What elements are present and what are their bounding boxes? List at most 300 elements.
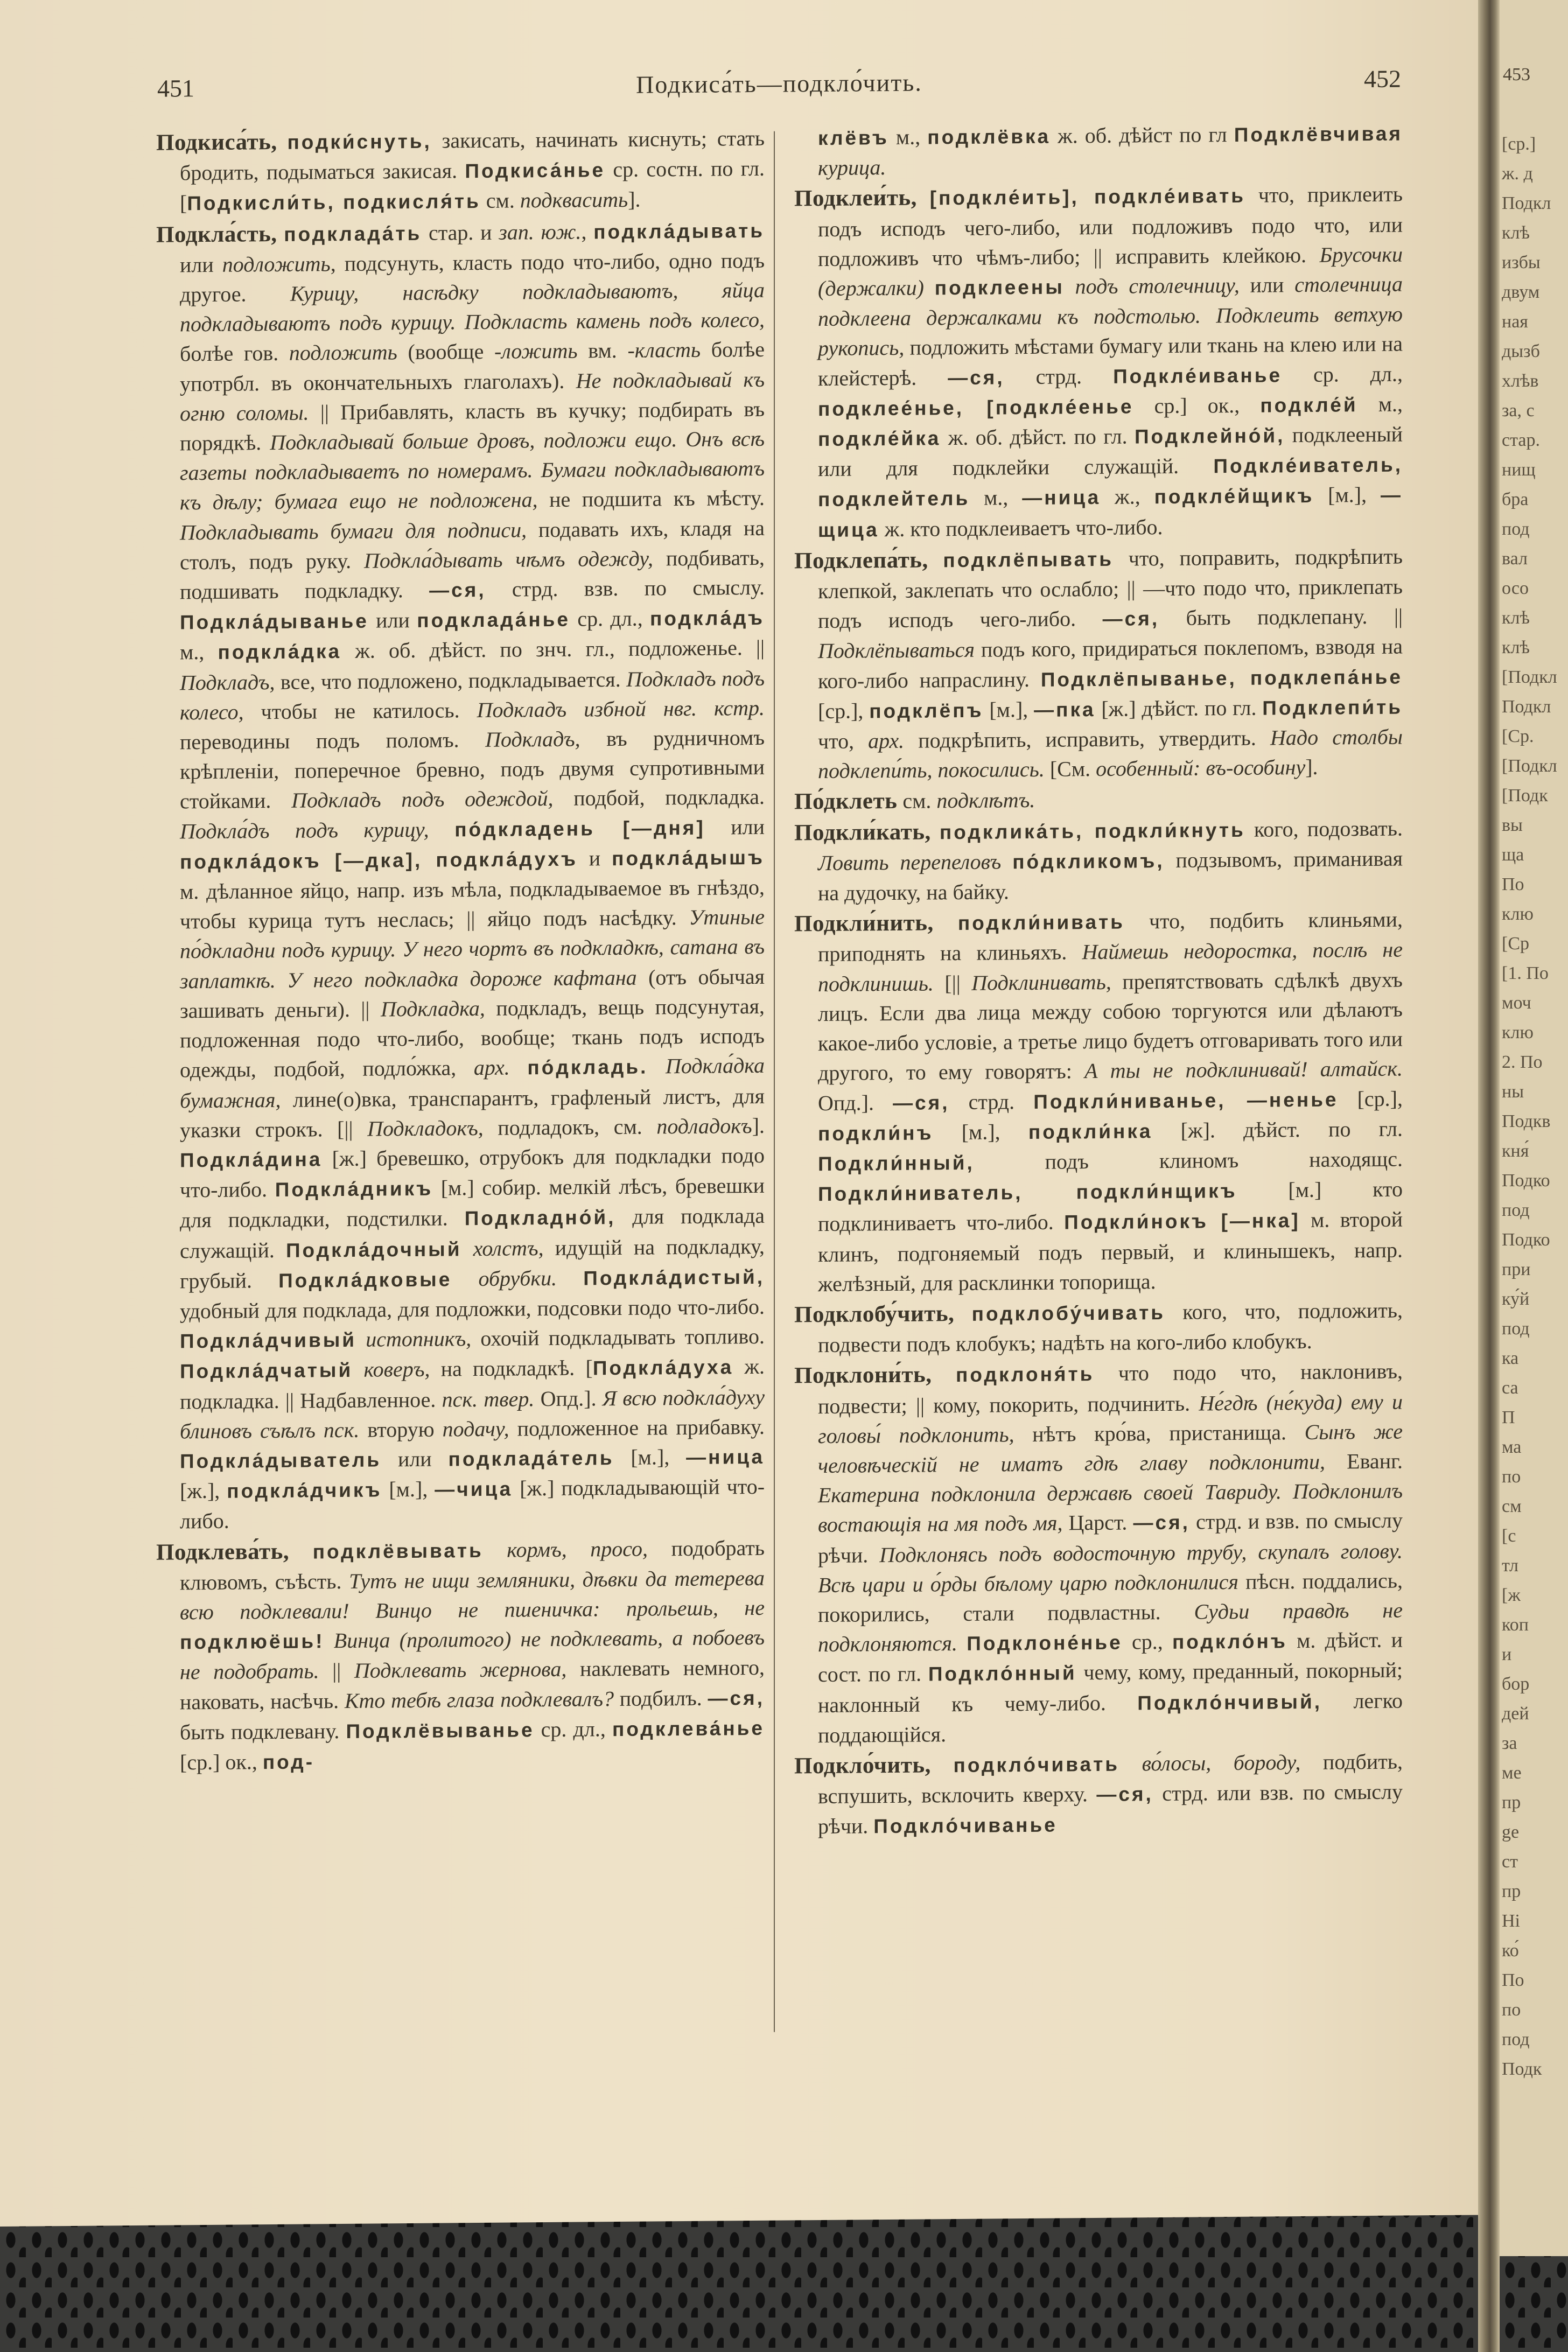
bold-term: —ся, xyxy=(893,1091,950,1114)
italic-example: А ты не подклинивай! алтайск. xyxy=(1084,1056,1403,1083)
page-number-left: 451 xyxy=(157,74,194,102)
bold-term: Подкла́дистый, xyxy=(583,1265,765,1290)
definition-text: м., xyxy=(180,640,218,664)
bold-term: —ся, xyxy=(708,1686,765,1710)
definition-text: подкрѣпить, исправить, утвердить. xyxy=(904,725,1270,753)
bold-term: подклюёшь! xyxy=(180,1630,325,1654)
definition-text: ср., xyxy=(1122,1629,1172,1654)
definition-text: [ж.] подкладывающій что-либо. xyxy=(180,1474,765,1534)
next-page-line-fragment: за, с xyxy=(1502,401,1535,421)
italic-example: Подкла́дъ подъ курицу, xyxy=(180,817,429,844)
next-page-line-fragment: Подко xyxy=(1502,1230,1550,1250)
bold-term: подкле́йщикъ xyxy=(1154,485,1314,508)
bold-term: подкло́нъ xyxy=(1172,1630,1287,1654)
italic-example: Утиные по́дкладни подъ курицу. У него чортъ въ подкладкѣ, сатана въ заплаткѣ. У него подкладка дороже кафтана xyxy=(180,905,765,993)
definition-text: ]. xyxy=(628,187,641,212)
definition-text: м., xyxy=(888,124,928,150)
italic-example: Наймешь недоростка, послѣ не подклинишь. xyxy=(818,937,1403,996)
definition-text: Опд.]. xyxy=(534,1385,603,1411)
bold-term: Подкла́дина xyxy=(180,1148,323,1172)
definition-text: быть подклепану. || xyxy=(1159,604,1403,631)
bold-term: подкла́дъ xyxy=(650,607,765,630)
entry-headword: Подкиса́ть, xyxy=(156,129,277,156)
bold-term: Подкли́ниванье, —ненье xyxy=(1033,1088,1339,1113)
bold-term: подклее́нье, [подкле́енье xyxy=(818,395,1134,420)
bold-term: Подкла́дчивый xyxy=(180,1328,357,1353)
dictionary-entry xyxy=(794,782,1403,817)
next-page-line-fragment: По xyxy=(1502,1970,1524,1990)
definition-text: ]. xyxy=(752,1113,765,1138)
definition-text: [м.] кто подклиниваетъ что-либо. xyxy=(818,1177,1403,1236)
definition-text: [м.], xyxy=(382,1476,435,1502)
definition-text xyxy=(1065,274,1075,298)
bold-term: подклобу́чивать xyxy=(971,1301,1166,1325)
bold-term: Подкли́ниватель, подкли́нщикъ xyxy=(818,1180,1237,1206)
definition-text: пѣсн. поддались, покорились, стали подвластны. xyxy=(818,1568,1403,1627)
next-page-line-fragment: [1. По xyxy=(1502,963,1549,983)
next-page-line-fragment: Подко xyxy=(1502,1171,1550,1191)
definition-text: ]. xyxy=(1305,755,1318,780)
italic-example: Подкла́дка бумажная, xyxy=(180,1053,765,1112)
next-page-line-fragment: Подк xyxy=(1502,2059,1542,2079)
next-page-line-fragment: ны xyxy=(1502,1082,1524,1102)
definition-text: подкладъ, вещь подсунутая, подложенная подо что-либо, вообще; ткань подъ исподъ одежды, подбой, подло́жка, xyxy=(180,993,765,1082)
definition-text xyxy=(429,817,455,841)
bold-term: подкле́йка xyxy=(818,427,941,451)
italic-example: Подкладъ, xyxy=(485,726,580,752)
entry-headword: По́дклеть xyxy=(794,788,898,815)
definition-text: что, подбить клиньями, приподнять на клиньяхъ. xyxy=(818,907,1403,967)
definition-text xyxy=(353,1357,363,1382)
bold-term: подклика́ть, подкли́кнуть xyxy=(939,818,1245,843)
next-page-line-fragment: клѣ xyxy=(1502,608,1530,628)
definition-text: || Прибавлять, класть въ кучку; подбирать въ порядкѣ. xyxy=(180,396,765,456)
next-page-line-fragment: ку́й xyxy=(1502,1289,1530,1309)
left-column xyxy=(156,123,765,1779)
italic-example: Сынъ же человѣческій не иматъ гдѣ главу подклонити, xyxy=(818,1419,1403,1478)
bold-term: подклёвывать xyxy=(312,1539,484,1563)
bold-term: по́дкликомъ, xyxy=(1012,849,1165,873)
next-page-line-fragment: бра xyxy=(1502,489,1529,509)
definition-text: стрд. xyxy=(949,1089,1034,1114)
bold-term: клёвъ xyxy=(818,127,889,150)
definition-text: [|| xyxy=(933,970,972,996)
book-gutter xyxy=(1478,0,1500,2352)
next-page-line-fragment: при xyxy=(1502,1259,1531,1279)
definition-text: въ рудничномъ крѣпленіи, поперечное бревно, подъ двумя супротивными стойками. xyxy=(180,725,765,814)
italic-example: -ложить xyxy=(494,338,578,364)
next-page-line-fragment: 2. По xyxy=(1502,1052,1543,1072)
definition-text: Еванг. xyxy=(1325,1448,1403,1474)
italic-example: Курицу, насѣдку подкладываютъ, яйца подкладываютъ подъ курицу. Подкласть камень подъ колесо, xyxy=(180,277,765,337)
bold-term: подклоня́ть xyxy=(956,1363,1095,1387)
next-page-line-fragment: двум xyxy=(1502,282,1540,302)
entry-headword: Подкли́кать, xyxy=(794,819,931,846)
definition-text: вм. xyxy=(577,338,628,363)
next-page-line-fragment: за xyxy=(1502,1733,1517,1753)
right-column xyxy=(794,118,1403,1843)
bold-term: Подкли́нный, xyxy=(818,1151,975,1175)
definition-text: идущій на подкладку, грубый. xyxy=(180,1234,765,1293)
definition-text: [См. xyxy=(1044,757,1096,782)
dictionary-entry xyxy=(794,179,1403,545)
definition-text: м. дѣйст. и сост. по гл. xyxy=(818,1627,1403,1687)
bold-term: Подклёвчивая xyxy=(1234,122,1403,146)
dictionary-entry xyxy=(794,1747,1403,1842)
next-page-line-fragment: Подкв xyxy=(1502,1111,1551,1131)
page-number-right: 452 xyxy=(1364,65,1401,93)
definition-text: ср. дл., xyxy=(534,1716,612,1741)
definition-text: болѣе гов. xyxy=(180,341,289,366)
bold-term: Подклёвыванье xyxy=(346,1718,535,1742)
bold-term: —ница xyxy=(1022,486,1101,509)
definition-text: подъ клиномъ находящс. xyxy=(974,1146,1403,1174)
definition-text: подбить, вспушить, всклочить кверху. xyxy=(818,1749,1403,1809)
definition-text: Царст. xyxy=(1062,1510,1133,1535)
definition-text: кого, что, подложить, подвести подъ клобукъ; надѣть на кого-либо клобукъ. xyxy=(818,1298,1403,1357)
bold-term: Подкло́нный xyxy=(928,1662,1077,1685)
next-page-line-fragment: Подкл xyxy=(1502,193,1551,213)
bold-term: —ся, xyxy=(1096,1783,1153,1806)
italic-example: зап. юж. xyxy=(499,219,582,244)
italic-example: Подкладка, xyxy=(380,996,485,1021)
next-page-line-fragment: П xyxy=(1502,1408,1515,1427)
definition-text: ж., xyxy=(1101,484,1154,509)
definition-text: или xyxy=(1239,272,1295,297)
definition-text: , xyxy=(581,219,594,244)
italic-example: подквасить xyxy=(520,187,628,213)
italic-example: Подкладъ избной нвг. кстр. xyxy=(477,695,765,722)
definition-text: подбилъ. xyxy=(613,1685,708,1711)
next-page-line-fragment: ка xyxy=(1502,1348,1519,1368)
definition-text: удобный для подклада, для подложки, подсовки подо что-либо. xyxy=(180,1294,765,1324)
next-page-line-fragment: коп xyxy=(1502,1615,1529,1635)
bold-term: Подкла́дковые xyxy=(278,1268,452,1292)
next-page-line-fragment: бор xyxy=(1502,1674,1530,1694)
definition-text: м. второй клинъ, подгоняемый подъ первый, и клинышекъ, напр. желѣзный, для расклинки топорища. xyxy=(818,1207,1403,1296)
italic-example: Надо столбы подклепи́ть, покосились. xyxy=(818,724,1403,783)
next-page-line-fragment: [ж xyxy=(1502,1585,1521,1605)
page-number-next: 453 xyxy=(1503,65,1530,85)
italic-example: Подкладокъ, xyxy=(367,1115,484,1141)
bold-term: по́дкладь. xyxy=(527,1055,648,1079)
bold-term: подкла́дчикъ xyxy=(227,1479,382,1502)
next-page-line-fragment: са xyxy=(1502,1378,1518,1398)
running-header xyxy=(157,65,1401,112)
definition-text xyxy=(648,1054,666,1079)
definition-text xyxy=(356,1327,366,1352)
bold-term: Подкло́чиванье xyxy=(873,1814,1058,1838)
definition-text: быть подклевану. xyxy=(180,1718,346,1745)
italic-example: пск. твер. xyxy=(442,1386,535,1412)
definition-text: подзывомъ, приманивая на дудочку, на байку. xyxy=(818,846,1403,906)
definition-text: переводины подъ поломъ. xyxy=(180,727,486,754)
italic-example: Судьи правдѣ не подклоняются. xyxy=(818,1598,1403,1657)
bold-term: подклева́нье xyxy=(612,1717,765,1740)
definition-text: м., xyxy=(1357,391,1403,417)
definition-text: или xyxy=(180,252,222,277)
italic-example: курица. xyxy=(818,155,886,180)
next-page-line-fragment: вал xyxy=(1502,549,1528,569)
next-page-line-fragment: клѣ xyxy=(1502,638,1530,657)
definition-text: не подшита къ мѣсту. xyxy=(537,486,765,512)
next-page-line-fragment: [с xyxy=(1502,1526,1516,1546)
definition-text: [ж.] бревешко, отрубокъ для подкладки подо что-либо. xyxy=(180,1143,765,1202)
definition-text: м., xyxy=(970,485,1023,510)
next-page-line-fragment: избы xyxy=(1502,253,1541,272)
italic-example: арх. xyxy=(868,728,905,753)
bold-term: Подкли́нокъ [—нка] xyxy=(1064,1209,1300,1234)
next-page-fragment xyxy=(1500,0,1568,2256)
definition-text xyxy=(462,1236,473,1261)
definition-text: стар. и xyxy=(422,220,499,245)
definition-text: стрд. xyxy=(1004,363,1114,389)
bold-term: Подкладно́й, xyxy=(464,1206,616,1230)
bold-term: Подкле́иванье xyxy=(1113,363,1283,388)
dictionary-entry xyxy=(794,813,1403,908)
italic-example: Подкладывать бумаги для подписи, xyxy=(180,517,527,545)
definition-text xyxy=(1001,849,1012,873)
definition-text: на подкладкѣ. [ xyxy=(430,1355,593,1382)
definition-text: нѣтъ кро́ва, пристанища. xyxy=(1014,1419,1305,1446)
definition-text: наклевать немного, наковать, насѣчь. xyxy=(180,1655,765,1714)
definition-text: кого, подозвать. xyxy=(1245,816,1403,842)
dictionary-entry xyxy=(156,215,765,1536)
italic-example: особенный: въ-особину xyxy=(1096,755,1306,781)
definition-text xyxy=(1119,1751,1142,1775)
next-page-line-fragment: [ср.] xyxy=(1502,134,1536,154)
italic-example: подладокъ xyxy=(656,1113,752,1139)
next-page-line-fragment: см xyxy=(1502,1496,1522,1516)
definition-text: лине(о)вка, транспарантъ, графленый листъ, для указки строкъ. [|| xyxy=(180,1083,765,1143)
next-page-line-fragment: кня́ xyxy=(1502,1141,1529,1161)
bold-term: Подкла́дыванье xyxy=(180,610,369,634)
definition-text: см. xyxy=(902,788,937,814)
entry-headword: Подклева́ть, xyxy=(156,1538,290,1565)
next-page-line-fragment: пр xyxy=(1502,1793,1521,1812)
definition-text xyxy=(325,1628,334,1653)
italic-example: кормъ, просо, xyxy=(507,1536,648,1562)
next-page-line-fragment: под xyxy=(1502,1200,1530,1220)
definition-text xyxy=(484,1537,507,1562)
next-page-line-fragment: ge xyxy=(1502,1822,1520,1842)
definition-text: || xyxy=(319,1658,354,1683)
definition-text: или xyxy=(705,814,765,839)
next-page-line-fragment: хлѣв xyxy=(1502,371,1539,391)
definition-text: и xyxy=(577,845,612,871)
next-page-line-fragment: [Ср. xyxy=(1502,726,1534,746)
definition-text: [ж.] дѣйст. по гл. xyxy=(1095,695,1263,721)
bold-term: Подклоне́нье xyxy=(967,1631,1123,1655)
bold-term: подклёпывать xyxy=(943,548,1114,572)
next-page-line-fragment: Подкл xyxy=(1502,697,1551,717)
definition-text: что, поправить, подкрѣпить клепкой, заклепать что ослабло; || —что подо что, приклепать подъ исподъ чего-либо. xyxy=(818,544,1403,633)
definition-text xyxy=(924,275,935,299)
italic-example: коверъ, xyxy=(363,1357,430,1382)
definition-text xyxy=(452,1266,478,1291)
bold-term: Подкисли́ть, подкисля́ть xyxy=(187,190,481,215)
next-page-line-fragment: тл xyxy=(1502,1556,1518,1576)
entry-headword: Подклони́ть, xyxy=(794,1362,932,1389)
next-page-line-fragment: ная xyxy=(1502,312,1528,332)
next-page-line-fragment: клю xyxy=(1502,904,1534,924)
definition-text: [м.], xyxy=(1314,482,1381,508)
bold-term: подкли́нъ xyxy=(818,1122,934,1145)
definition-text: чтобы не катилось. xyxy=(243,697,477,724)
italic-example: Подкладъ, xyxy=(180,669,275,695)
bold-term: подкло́чивать xyxy=(953,1753,1119,1777)
definition-text xyxy=(510,1055,528,1080)
next-page-line-fragment: Ні xyxy=(1502,1911,1520,1931)
dictionary-entry xyxy=(794,905,1403,1299)
next-page-line-fragment: клю xyxy=(1502,1023,1534,1042)
bold-term: подкле́й xyxy=(1260,394,1358,417)
next-page-line-fragment: [Подкл xyxy=(1502,756,1557,776)
definition-text: препятствовать сдѣлкѣ двухъ лицъ. Если два лица между собою торгуются или дѣлаютъ какое-либо условіе, а третье лицо будетъ отговаривать того или другого, то ему говорятъ: xyxy=(818,967,1403,1086)
definition-text: ж. об. дѣйст. по знч. гл., подложенье. || xyxy=(341,635,765,663)
bold-term: подклёпъ xyxy=(869,699,984,723)
bold-term: Подклёпыванье, подклепа́нье xyxy=(1040,666,1403,691)
next-page-line-fragment: [Ср xyxy=(1502,934,1529,954)
bold-term: подкли́нка xyxy=(1028,1119,1153,1143)
next-page-line-fragment: ща xyxy=(1502,845,1524,865)
bold-term: подкла́дышъ xyxy=(612,846,765,870)
bold-term: —ся, xyxy=(948,366,1005,389)
definition-text: ж. подкладка. || Надбавленное. xyxy=(180,1354,765,1413)
bold-term: подкла́дка xyxy=(218,640,342,664)
italic-example: Тутъ не ищи земляники, дѣвки да тетерева всю подклевали! Винцо не пшеничка: прольешь, не xyxy=(180,1565,765,1625)
definition-text: ср.] ок., xyxy=(1133,393,1261,418)
bold-term: подклёвка xyxy=(927,125,1051,149)
italic-example: столечница подклеена держалками къ подстолью. Подклеить ветхую рукопись, xyxy=(818,271,1403,361)
dictionary-entry xyxy=(794,1295,1403,1360)
next-page-line-fragment: вы xyxy=(1502,815,1523,835)
definition-text: что, xyxy=(818,729,869,754)
next-page-line-fragment: осо xyxy=(1502,578,1529,598)
next-page-line-fragment: пр xyxy=(1502,1881,1521,1901)
next-page-line-fragment: ма xyxy=(1502,1437,1522,1457)
italic-example: подложить xyxy=(289,340,397,366)
bold-term: Подкиса́нье xyxy=(465,159,606,183)
definition-text: см. xyxy=(480,188,520,213)
bold-term: —щица xyxy=(818,484,1403,541)
next-page-line-fragment: ст xyxy=(1502,1852,1518,1872)
bold-term: [подкле́ить], подкле́ивать xyxy=(929,185,1245,209)
italic-example: Подклёпываться xyxy=(818,638,975,663)
column-divider xyxy=(774,131,775,2032)
next-page-line-fragment: ме xyxy=(1502,1763,1522,1783)
italic-example: Подкла́дывать чѣмъ одежду, xyxy=(364,546,653,573)
definition-text: подложить мѣстами бумагу или ткань на клею или на клейстерѣ. xyxy=(818,331,1403,390)
italic-example: Я всю подкла́духу блиновъ съѣлъ пск. xyxy=(180,1384,765,1444)
definition-text: ж. об. дѣйст. по гл. xyxy=(941,424,1135,450)
definition-text: , подсунуть, класть подо что-либо, одно подъ другое. xyxy=(180,248,765,307)
definition-text: что, приклеить подъ исподъ чего-либо, или подложивъ подо что, или подложивъ что чѣмъ-либо; || исправить клейкою. xyxy=(818,181,1403,271)
entry-headword: Подкла́сть, xyxy=(156,221,277,248)
next-page-line-fragment: моч xyxy=(1502,993,1531,1013)
bold-term: —пка xyxy=(1034,698,1096,721)
next-page-line-fragment: нищ xyxy=(1502,460,1536,480)
definition-text: подладокъ, см. xyxy=(483,1114,657,1140)
definition-text: подклееный или для подклейки служащій. xyxy=(818,422,1403,481)
italic-example: Винца (пролитого) не подклевать, а побоевъ не подобрать. xyxy=(180,1625,765,1684)
definition-text: стрд. взв. по смыслу. xyxy=(486,575,765,601)
definition-text: [ср.], xyxy=(818,698,870,723)
italic-example: истопникъ, xyxy=(366,1326,472,1352)
next-page-line-fragment: по xyxy=(1502,2000,1521,2020)
definition-text: [м.], xyxy=(933,1119,1028,1145)
entry-headword: Подкли́нить, xyxy=(794,910,934,937)
italic-example: -класть xyxy=(627,338,701,363)
definition-text: ср. дл., xyxy=(570,606,650,631)
definition-text: что подо что, наклонивъ, подвести; || кому, покорить, подчинить. xyxy=(818,1359,1403,1418)
bold-term: Подклейно́й, xyxy=(1134,424,1285,448)
next-page-line-fragment: дызб xyxy=(1502,341,1540,361)
next-page-line-fragment: под xyxy=(1502,1319,1530,1339)
italic-example: Не́гдѣ (не́куда) ему и головы́ подклонить, xyxy=(818,1389,1403,1448)
entry-headword: Подклепа́ть, xyxy=(794,547,928,574)
definition-text: или xyxy=(368,608,417,633)
bold-term: —ница xyxy=(686,1445,765,1468)
bold-term: подкла́дывать xyxy=(593,219,765,243)
bold-term: Подкла́дчатый xyxy=(180,1359,353,1383)
italic-example: подъ столечницу, xyxy=(1075,272,1240,299)
definition-text: стрд. или взв. по смыслу рѣчи. xyxy=(818,1779,1403,1839)
definition-text: Опд.]. xyxy=(818,1090,893,1115)
definition-text: для подклада служащій. xyxy=(180,1203,765,1263)
next-page-line-fragment: [Подк xyxy=(1502,786,1548,806)
bold-term: —ся, xyxy=(1133,1511,1190,1534)
definition-text: [м.] собир. мелкій лѣсъ, бревешки для подкладки, подстилки. xyxy=(180,1173,765,1233)
definition-text: подобрать клювомъ, съѣсть. xyxy=(180,1535,765,1595)
next-page-line-fragment: под xyxy=(1502,2029,1530,2049)
dictionary-entry xyxy=(156,123,765,219)
definition-text: закисать, начинать киснуть; стать бродить, подыматься закисая. xyxy=(180,125,765,185)
italic-example: подачу, xyxy=(442,1416,509,1441)
definition-text xyxy=(557,1265,583,1290)
italic-example: Подклонясь подъ водосточную трубу, скупалъ голову. Всѣ цари и о́рды бѣлому царю подклонилися xyxy=(818,1538,1403,1597)
bold-term: Подкле́иватель, подклейтель xyxy=(818,453,1403,511)
next-page-line-fragment: По xyxy=(1502,874,1524,894)
definition-text: [м.], xyxy=(983,697,1034,722)
italic-example: подклѣтъ. xyxy=(936,788,1035,813)
bold-term: —ся, xyxy=(1102,607,1160,631)
italic-example: арх. xyxy=(473,1055,510,1080)
definition-text: болѣе употрбл. въ окончательныхъ глаголахъ). xyxy=(180,337,765,396)
next-page-line-fragment: и xyxy=(1502,1644,1512,1664)
bold-term: подклада́нье xyxy=(417,608,570,632)
next-page-line-fragment: по xyxy=(1502,1467,1521,1487)
definition-text: подъ кого, придираться поклепомъ, взводя на кого-либо напраслину. xyxy=(818,634,1403,693)
entry-headword: Подклеи́ть, xyxy=(794,185,917,212)
bold-term: подклада́ть xyxy=(284,222,422,246)
definition-text: [ср.], xyxy=(1338,1086,1403,1111)
definition-text: подбой, подкладка. xyxy=(553,785,765,811)
italic-example: Подклевать жернова, xyxy=(354,1657,567,1683)
definition-text: охочій подкладывать топливо. xyxy=(471,1324,765,1351)
definition-text: все, что подложено, подкладывается. xyxy=(275,667,627,694)
definition-text: чему, кому, преданный, покорный; наклонный къ чему-либо. xyxy=(818,1657,1403,1717)
next-page-line-fragment: ко́ xyxy=(1502,1941,1519,1961)
italic-example: Кто тебѣ глаза подклевалъ? xyxy=(344,1686,614,1713)
header-title: Подкиса́ть—подкло́чить. xyxy=(636,68,922,99)
dictionary-entry xyxy=(794,1356,1403,1751)
definition-text: подбивать, подшивать подкладку. xyxy=(180,545,765,604)
entry-headword: Подклобу́чить, xyxy=(794,1301,955,1328)
definition-text: [м.], xyxy=(614,1444,687,1469)
next-page-line-fragment: клѣ xyxy=(1502,223,1530,243)
definition-text: [ср.] ок., xyxy=(180,1749,263,1775)
